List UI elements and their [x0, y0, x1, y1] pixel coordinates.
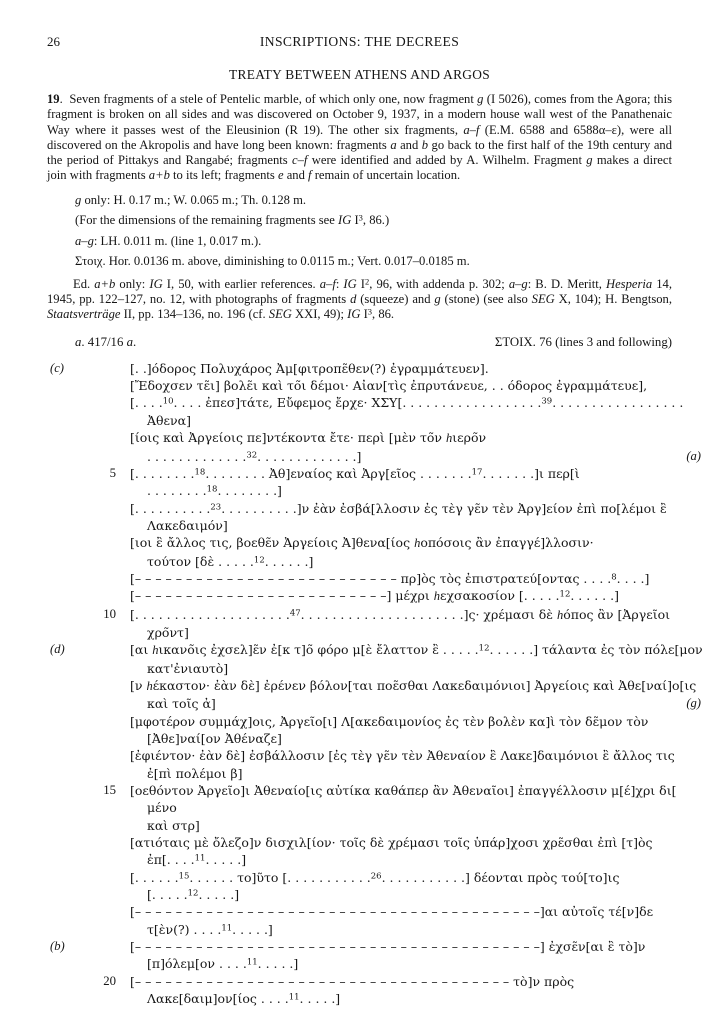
inscription-text: [οεθόντον Ἀργεῖο]ι Ἀθεναίο[ις αὐτίκα καθάπερ ἂν Ἀθεναῖοι] ἐπαγγέλλοσιν μ[έ]χρι δι[	[130, 783, 677, 799]
inscription-text: [. . . . .$^{12}$. . . . .]	[147, 887, 240, 903]
inscription-line	[50, 641, 719, 659]
inscription-text: [. .]όδορος Πολυχάρος Ἀμ[φιτροπε̃θεν(?) ἐγραμμάτευεν].	[130, 360, 489, 376]
inscription-text: [– – – – – – – – – – – – – – – – – – – – – – – – – – – – – – – – – – – – – τὸ]ν πρὸς	[130, 973, 575, 989]
intro-paragraph: 19. Seven fragments of a stele of Pentelic marble, of which only one, now fragment g (I 5026), comes from the Agora; this fragment is broken on all sides and was discovered on October 9, 1937, in a modern house wall west of the Panathenaic Way where it passes west of the Eleusinion (R 19). The other six fragments, a–f (E.M. 6588 and 6588α–ε), were all discovered on the Akropolis and have long been known: fragments a and b go back to the first half of the 19th century and the period of Pittakys and Rangabé; fragments c–f were identified and added by A. Wilhelm. Fragment g makes a direct join with fragments a+b to its left; fragments e and f remain of uncertain location.	[47, 92, 673, 183]
inscription-line	[50, 394, 719, 411]
inscription-line	[50, 886, 719, 903]
inscription-text: [ιοι ἒ ἄλλος τις, βοεθε̃ν Ἀργείοις Ἀ]θενα[ίος hοπόσοις ἂν ἐπαγγέ]λλοσιν·	[130, 535, 594, 551]
inscription-line	[50, 377, 719, 394]
inscription-line	[50, 482, 719, 499]
inscription-text: τούτον [δὲ . . . . .$^{12}$. . . . . .]	[147, 553, 314, 569]
inscription-line	[50, 465, 719, 482]
inscription-text: χρο̃ντ]	[147, 624, 189, 640]
inscription-line	[50, 606, 719, 624]
editions-paragraph: Ed. a+b only: IG I, 50, with earlier references. a–f: IG $I^2$, 96, with addenda p. 302; a–g: B. D. Meritt, Hesperia 14, 1945, pp. 122–127, no. 12, with photographs of fragments d (squeeze) and g (stone) (see also SEG X, 104); H. Bengtson, Staatsverträge II, pp. 134–136, no. 196 (cf. SEG XXI, 49); IG $I^3$, 86.	[47, 276, 672, 321]
inscription-text: [Ἔδοχσεν τε̃ι] βολε̃ι καὶ το̃ι δέμοι· Αἰαν[τὶς ἐπρυτάνευε, . . όδορος ἐγραμμάτευε],	[130, 378, 648, 394]
fragment-label-left: (d)	[50, 642, 65, 657]
inscription-line	[50, 660, 719, 677]
inscription-text: κατ'ἐνιαυτὸ]	[147, 660, 229, 676]
inscription-line	[50, 747, 719, 764]
inscription-text: [ν hέκαστον· ἐὰν δὲ] ἐρένεν βόλον[ται ποε̃σθαι Λακεδαιμόνιοι] Ἀργείοις καὶ Ἀθε[ναί]ο[ις	[130, 677, 697, 693]
inscription-text: [. . . . . .$^{15}$. . . . . . το]ῦτο [. . . . . . . . . . .$^{26}$. . . . . . . . . . .] δέονται πρὸς τού[το]ις	[130, 869, 620, 885]
date-line	[47, 335, 672, 351]
page-number: 26	[47, 34, 60, 49]
inscription-text: [ίοις καὶ Ἀργείοις πε]ντέκοντα ἔτε· περὶ [μὲν το̃ν hιερο̃ν	[130, 430, 487, 446]
inscription-line	[50, 534, 719, 552]
inscription-line	[50, 412, 719, 429]
inscription-line	[50, 817, 719, 834]
dimensions-note: (For the dimensions of the remaining fragments see IG $I^3$, 86.)	[75, 212, 390, 228]
document-title: TREATY BETWEEN ATHENS AND ARGOS	[229, 67, 490, 82]
letter-height-line: a–g: LH. 0.011 m. (line 1, 0.017 m.).	[75, 233, 262, 248]
stoichedon-measurements: Στοιχ. Hor. 0.0136 m. above, diminishing to 0.0115 m.; Vert. 0.017–0.0185 m.	[75, 254, 470, 269]
page-header	[47, 34, 672, 50]
inscription-text: [. . . . . . . . . . . . . . . . . . . .$^{47}$. . . . . . . . . . . . . . . . . . . . .]ς· χρέμασι δὲ hόπος ἂν [Ἀργεῖοι	[130, 606, 671, 622]
date-label: a. 417/16 a.	[75, 334, 137, 349]
line-number: 15	[103, 783, 116, 798]
inscription-text: μένο	[147, 800, 177, 816]
inscription-line	[50, 834, 719, 851]
inscription-line	[50, 695, 719, 712]
inscription-line	[50, 799, 719, 816]
inscription-text: [. . . . . . . .$^{18}$. . . . . . . . Ἀθ]εναίος καὶ Ἀργ[εῖος . . . . . . .$^{17}$. . . . . . .]ι περ[ὶ	[130, 465, 580, 481]
inscription-line	[50, 938, 719, 955]
dimensions-fragment-g: g only: H. 0.17 m.; W. 0.065 m.; Th. 0.128 m.	[75, 192, 307, 207]
inscription-text: [. . . . . . . . . .$^{23}$. . . . . . . . . .]ν ἐὰν ἐσβά[λλοσιν ἐς τὲγ γε̃ν τὲν Ἀργ]είον ἐπὶ πο[λέμοι ἒ	[130, 500, 667, 516]
inscription-line	[50, 448, 719, 465]
inscription-line	[50, 429, 719, 447]
inscription-text: [– – – – – – – – – – – – – – – – – – – – – – – – –] μέχρι hεχσακοσίον [. . . . .$^{12}$. . . . . .]	[130, 588, 619, 604]
inscription-text: τ[ὲν(?) . . . .$^{11}$. . . . .]	[147, 921, 273, 937]
inscription-text: Λακε[δαιμ]ον[ίος . . . .$^{11}$. . . . .]	[147, 991, 341, 1007]
inscription-line	[50, 587, 719, 605]
inscription-line	[50, 973, 719, 990]
line-number: 10	[103, 606, 116, 621]
inscription-block	[50, 360, 719, 1008]
inscription-line	[50, 851, 719, 868]
inscription-text: [– – – – – – – – – – – – – – – – – – – – – – – – – – – – – – – – – – – – – – – –] ἐχσε̃ν[αι ἒ τὸ]ν	[130, 939, 646, 955]
inscription-text: [– – – – – – – – – – – – – – – – – – – – – – – – – – πρ]ὸς τὸς ἐπιστρατεύ[οντας . . . .$^8$. . . .]	[130, 570, 650, 586]
inscription-text: [μφοτέρον συμμάχ]οις, Ἀργεῖο[ι] Λ[ακεδαιμονίος ἐς τὲν βολὲν κα]ὶ τὸν δε̃μον τὸν	[130, 713, 649, 729]
inscription-text: . . . . . . . . . . . . .$^{32}$. . . . . . . . . . . . .]	[147, 448, 362, 464]
stoichedon-heading: ΣΤΟΙΧ. 76 (lines 3 and following)	[494, 334, 672, 349]
inscription-line	[50, 990, 719, 1007]
fragment-label-right: (g)	[686, 696, 701, 711]
inscription-line	[50, 713, 719, 730]
inscription-text: Ἀθενα]	[147, 412, 191, 428]
inscription-line	[50, 869, 719, 886]
line-number: 20	[103, 973, 116, 988]
inscription-line	[50, 782, 719, 799]
inscription-line	[50, 553, 719, 570]
inscription-text: [π]όλεμ[ον . . . .$^{11}$. . . . .]	[147, 956, 299, 972]
inscription-line	[50, 624, 719, 641]
inscription-line	[50, 517, 719, 534]
inscription-line	[50, 955, 719, 972]
fragment-label-left: (c)	[50, 360, 64, 375]
inscription-text: Λακεδαιμόν]	[147, 517, 228, 533]
running-header: INSCRIPTIONS: THE DECREES	[259, 34, 460, 49]
inscription-text: [– – – – – – – – – – – – – – – – – – – – – – – – – – – – – – – – – – – – – – – –]αι αὐτοῖς τέ[ν]δε	[130, 904, 654, 920]
inscription-text: [αι hικανο̃ις ἐχσελ]ε̃ν ἐ[κ τ]ο̃ φόρο μ[ὲ ἔλαττον ἒ . . . . .$^{12}$. . . . . .] τάλαντα ἐς τὸν πόλε[μον	[130, 642, 703, 658]
inscription-text: ἐ[πὶ πολέμοι β]	[147, 765, 243, 781]
inscription-text: [. . . .$^{10}$. . . . ἐπεσ]τάτε, Εὔφεμος ἔρχε· ΧΣΥ[. . . . . . . . . . . . . . . . . .$^{39}$. . . . . . . . . . . . . . . . .	[130, 395, 684, 411]
inscription-text: ἐπ[. . . .$^{11}$. . . . .]	[147, 852, 247, 868]
inscription-text: [ἐφιέντον· ἐὰν δὲ] ἐσβάλλοσιν [ἐς τὲγ γε̃ν τὲν Ἀθεναίον ἒ Λακε]δαιμόνιοι ἒ ἄλλος τις	[130, 748, 675, 764]
fragment-label-left: (b)	[50, 939, 65, 954]
inscription-line	[50, 677, 719, 695]
inscription-line	[50, 765, 719, 782]
inscription-line	[50, 903, 719, 920]
line-number: 5	[109, 465, 116, 480]
inscription-text: [Ἀθε]ναί[ον Ἀθέναζε]	[147, 731, 282, 746]
inscription-text: καὶ στρ]	[147, 817, 200, 833]
inscription-line	[50, 500, 719, 517]
inscription-line	[50, 730, 719, 747]
inscription-line	[50, 570, 719, 587]
fragment-label-right: (a)	[686, 448, 701, 463]
inscription-line	[50, 921, 719, 938]
inscription-text: καὶ τοῖς ἀ]	[147, 696, 216, 712]
inscription-text: . . . . . . . .$^{18}$. . . . . . . .]	[147, 483, 282, 499]
inscription-line	[50, 360, 719, 377]
inscription-text: [ατιόταις μὲ ὄλεζο]ν δισχιλ[ίον· τοῖς δὲ χρέμασι τοῖς ὑπάρ]χοσι χρε̃σθαι ἐπὶ [τ]ὸς	[130, 835, 653, 851]
